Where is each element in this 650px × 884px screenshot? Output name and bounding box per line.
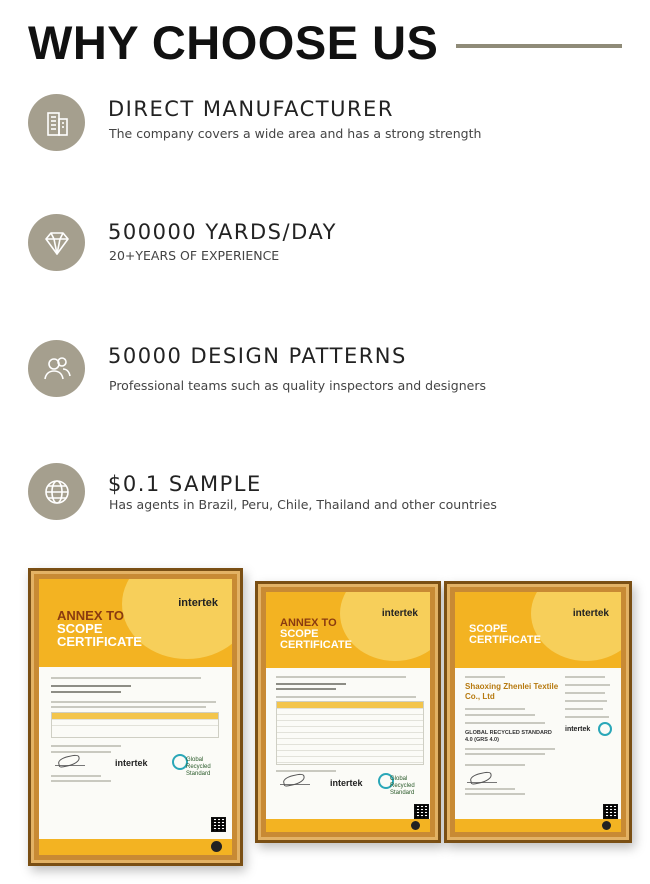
certificate-image [455,592,621,832]
cert-title-line2: SCOPE [280,628,319,640]
cert-title-line1: ANNEX TO [57,608,124,623]
feature-subtext: The company covers a wide area and has a strong strength [109,126,482,141]
certificates-gallery [0,565,650,884]
title-divider [456,44,622,48]
intertek-logo: intertek [572,608,609,619]
cert-title-line1: SCOPE [469,623,508,635]
page-title: WHY CHOOSE US [28,16,439,69]
certificate-image [266,592,430,832]
cert-title-line2: SCOPE [57,621,103,636]
cert-title-line1: ANNEX TO [280,617,337,629]
intertek-logo: intertek [115,758,148,768]
feature-heading: 50000 DESIGN PATTERNS [108,344,407,368]
diamond-icon [28,214,85,271]
feature-heading: $0.1 SAMPLE [108,472,262,496]
feature-yards-per-day [0,214,650,274]
certificate-frame [255,581,441,843]
grs-badge: Global Recycled Standard [186,757,211,777]
certificate-frame [28,568,243,866]
grs-badge: Global Recycled Standard [390,776,415,796]
certificate-image [39,579,232,855]
users-icon [28,340,85,397]
feature-direct-manufacturer [0,94,650,154]
cert-title-line3: CERTIFICATE [57,634,142,649]
qr-code [414,804,429,819]
feature-sample [0,463,650,523]
feature-heading: DIRECT MANUFACTURER [108,97,394,121]
cert-standard: GLOBAL RECYCLED STANDARD 4.0 (GRS 4.0) [465,730,552,743]
feature-subtext: Professional teams such as quality inspectors and designers [109,378,486,393]
qr-code [211,817,226,832]
feature-subtext: Has agents in Brazil, Peru, Chile, Thailand and other countries [109,497,497,512]
feature-subtext: 20+YEARS OF EXPERIENCE [109,248,280,263]
feature-heading: 500000 YARDS/DAY [108,220,337,244]
cert-title-line2: CERTIFICATE [469,634,541,646]
intertek-logo: intertek [178,597,218,609]
certificate-frame [444,581,632,843]
cert-company: Shaoxing Zhenlei Textile Co., Ltd [465,682,559,701]
feature-design-patterns [0,340,650,400]
building-icon [28,94,85,151]
globe-icon [28,463,85,520]
cert-title-line3: CERTIFICATE [280,639,352,651]
qr-code [603,804,618,819]
intertek-logo: intertek [381,608,418,619]
intertek-logo: intertek [330,778,363,788]
intertek-logo: intertek [565,726,591,733]
